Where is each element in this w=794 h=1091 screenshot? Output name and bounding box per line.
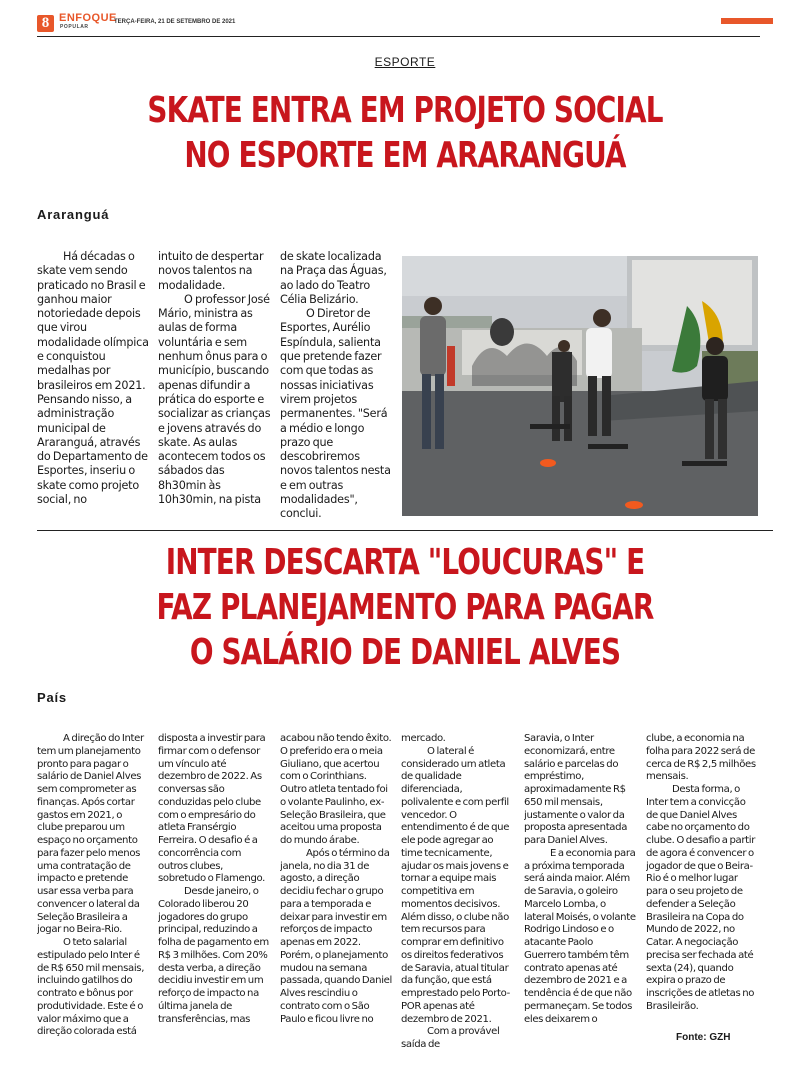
article2-column-4	[401, 733, 513, 1051]
paragraph: A direção do Inter tem um planejamento pronto para pagar o salário de Daniel Alves sem comprometer as finanças. Após cortar gastos em 2021, o clube preparou um espaço no orçamento para fazer pelo menos uma contratação de impacto e pretende usar essa verba para convencer o lateral da Seleção Brasileira a jogar no Beira-Rio.	[37, 733, 144, 936]
paragraph: mercado.	[401, 733, 446, 744]
article2-column-1	[37, 733, 149, 1051]
paragraph: de skate localizada na Praça das Águas, ao lado do Teatro Célia Belizário.	[280, 250, 387, 306]
article1-place: Araranguá	[37, 207, 110, 222]
issue-date: TERÇA-FEIRA, 21 DE SETEMBRO DE 2021	[114, 19, 236, 25]
article1-column-1	[37, 250, 149, 522]
article2-column-5	[524, 733, 636, 1051]
headline-line: NO ESPORTE EM ARARANGUÁ	[184, 135, 626, 176]
paragraph: clube, a economia na folha para 2022 será de cerca de R$ 2,5 milhões mensais.	[646, 733, 756, 783]
headline-line: INTER DESCARTA "LOUCURAS" E	[165, 542, 645, 583]
article1-headline	[89, 88, 722, 178]
paragraph: acabou não tendo êxito. O preferido era o meia Giuliano, que acertou com o Corinthians. Outro atleta tentado foi o volante Paulinho, ex-Seleção Brasileira, que aceitou uma proposta do mundo árabe.	[280, 733, 392, 846]
page-number: 8	[37, 15, 54, 32]
headline-line: SKATE ENTRA EM PROJETO SOCIAL	[147, 90, 663, 131]
paragraph: Há décadas o skate vem sendo praticado no Brasil e ganhou maior notoriedade depois que virou modalidade olímpica e conquistou medalhas por brasileiros em 2021. Pensando nisso, a administração municipal de Araranguá, através do Departamento de Esportes, inseriu o skate como projeto social, no	[37, 250, 149, 507]
article-divider	[37, 530, 773, 531]
headline-line: O SALÁRIO DE DANIEL ALVES	[189, 632, 621, 673]
paragraph: O lateral é considerado um atleta de qualidade diferenciada, polivalente e com perfil vencedor. O entendimento é de que ele pode agregar ao time tecnicamente, ajudar os mais jovens e tornar a equipe mais competitiva em momentos decisivos. Além disso, o clube não tem recursos para comprar em definitivo os direitos federativos de Saravia, atual titular da função, que está emprestado pelo Porto-POR apenas até dezembro de 2021.	[401, 745, 510, 1025]
paragraph: Desde janeiro, o Colorado liberou 20 jogadores do grupo principal, reduzindo a folha de pagamento em R$ 3 milhões. Com 20% desta verba, a direção decidiu investir em um reforço de impacto na última janela de transferências, mas	[158, 886, 269, 1025]
paragraph: E a economia para a próxima temporada será ainda maior. Além de Saravia, o goleiro Marcelo Lomba, o lateral Moisés, o volante Rodrigo Lindoso e o atacante Paolo Guerrero também têm contrato apenas até dezembro de 2021 e a tendência é de que não permaneçam. Se todos eles deixarem o	[524, 847, 636, 1025]
article1-column-3	[280, 250, 394, 522]
headline-line: FAZ PLANEJAMENTO PARA PAGAR	[156, 587, 654, 628]
section-label: ESPORTE	[374, 55, 436, 69]
paragraph: Após o término da janela, no dia 31 de agosto, a direção decidiu fechar o grupo para a temporada e deixar para investir em reforços de impacto apenas em 2022. Porém, o planejamento mudou na semana passada, quando Daniel Alves rescindiu o contrato com o São Paulo e ficou livre no	[280, 847, 392, 1025]
header-rule	[37, 36, 760, 37]
paragraph: Com a provável saída de	[401, 1026, 500, 1050]
brand-logo: ENFOQUE	[59, 12, 117, 24]
paragraph: intuito de despertar novos talentos na modalidade.	[158, 250, 264, 292]
paragraph: Saravia, o Inter economizará, entre salário e parcelas do empréstimo, aproximadamente R$ 650 mil mensais, justamente o valor da proposta apresentada para Daniel Alves.	[524, 733, 628, 846]
source-credit: Fonte: GZH	[676, 1032, 731, 1043]
article2-column-3	[280, 733, 392, 1051]
paragraph: O professor José Mário, ministra as aulas de forma voluntária e sem nenhum ônus para o município, buscando apenas difundir a prática do esporte e socializar as crianças e jovens através do skate. As aulas acontecem todos os sábados das 8h30min às 10h30min, na pista	[158, 292, 271, 507]
article2-column-2	[158, 733, 270, 1051]
paragraph: O Diretor de Esportes, Aurélio Espíndula, salienta que pretende fazer com que todas as nossas iniciativas virem projetos permanentes. "Será a médio e longo prazo que descobriremos novos talentos nesta e em outras modalidades", conclui.	[280, 307, 391, 521]
header-accent-bar	[721, 18, 773, 24]
article1-column-2	[158, 250, 272, 522]
paragraph: O teto salarial estipulado pelo Inter é de R$ 650 mil mensais, incluindo gatilhos do contrato e bônus por produtividade. Este é o valor máximo que a direção colorada está	[37, 937, 145, 1038]
skatepark-photo	[402, 256, 758, 516]
article2-place: País	[37, 690, 67, 705]
brand-subtitle: POPULAR	[60, 24, 89, 30]
paragraph: Desta forma, o Inter tem a convicção de que Daniel Alves cabe no orçamento do clube. O desafio a partir de agora é convencer o jogador de que o Beira-Rio é o melhor lugar para o seu projeto de defender a Seleção Brasileira na Copa do Mundo de 2022, no Catar. A negociação precisa ser fechada até sexta (24), quando expira o prazo de inscrições de atletas no Brasileirão.	[646, 784, 756, 1012]
skatepark-illustration	[402, 256, 758, 516]
article2-headline	[89, 540, 722, 675]
article2-column-6	[646, 733, 758, 1029]
paragraph: disposta a investir para firmar com o defensor um vínculo até dezembro de 2022. As conversas são conduzidas pelo clube com o empresário do atleta Fransérgio Ferreira. O desafio é a concorrência com outros clubes, sobretudo o Flamengo.	[158, 733, 266, 885]
